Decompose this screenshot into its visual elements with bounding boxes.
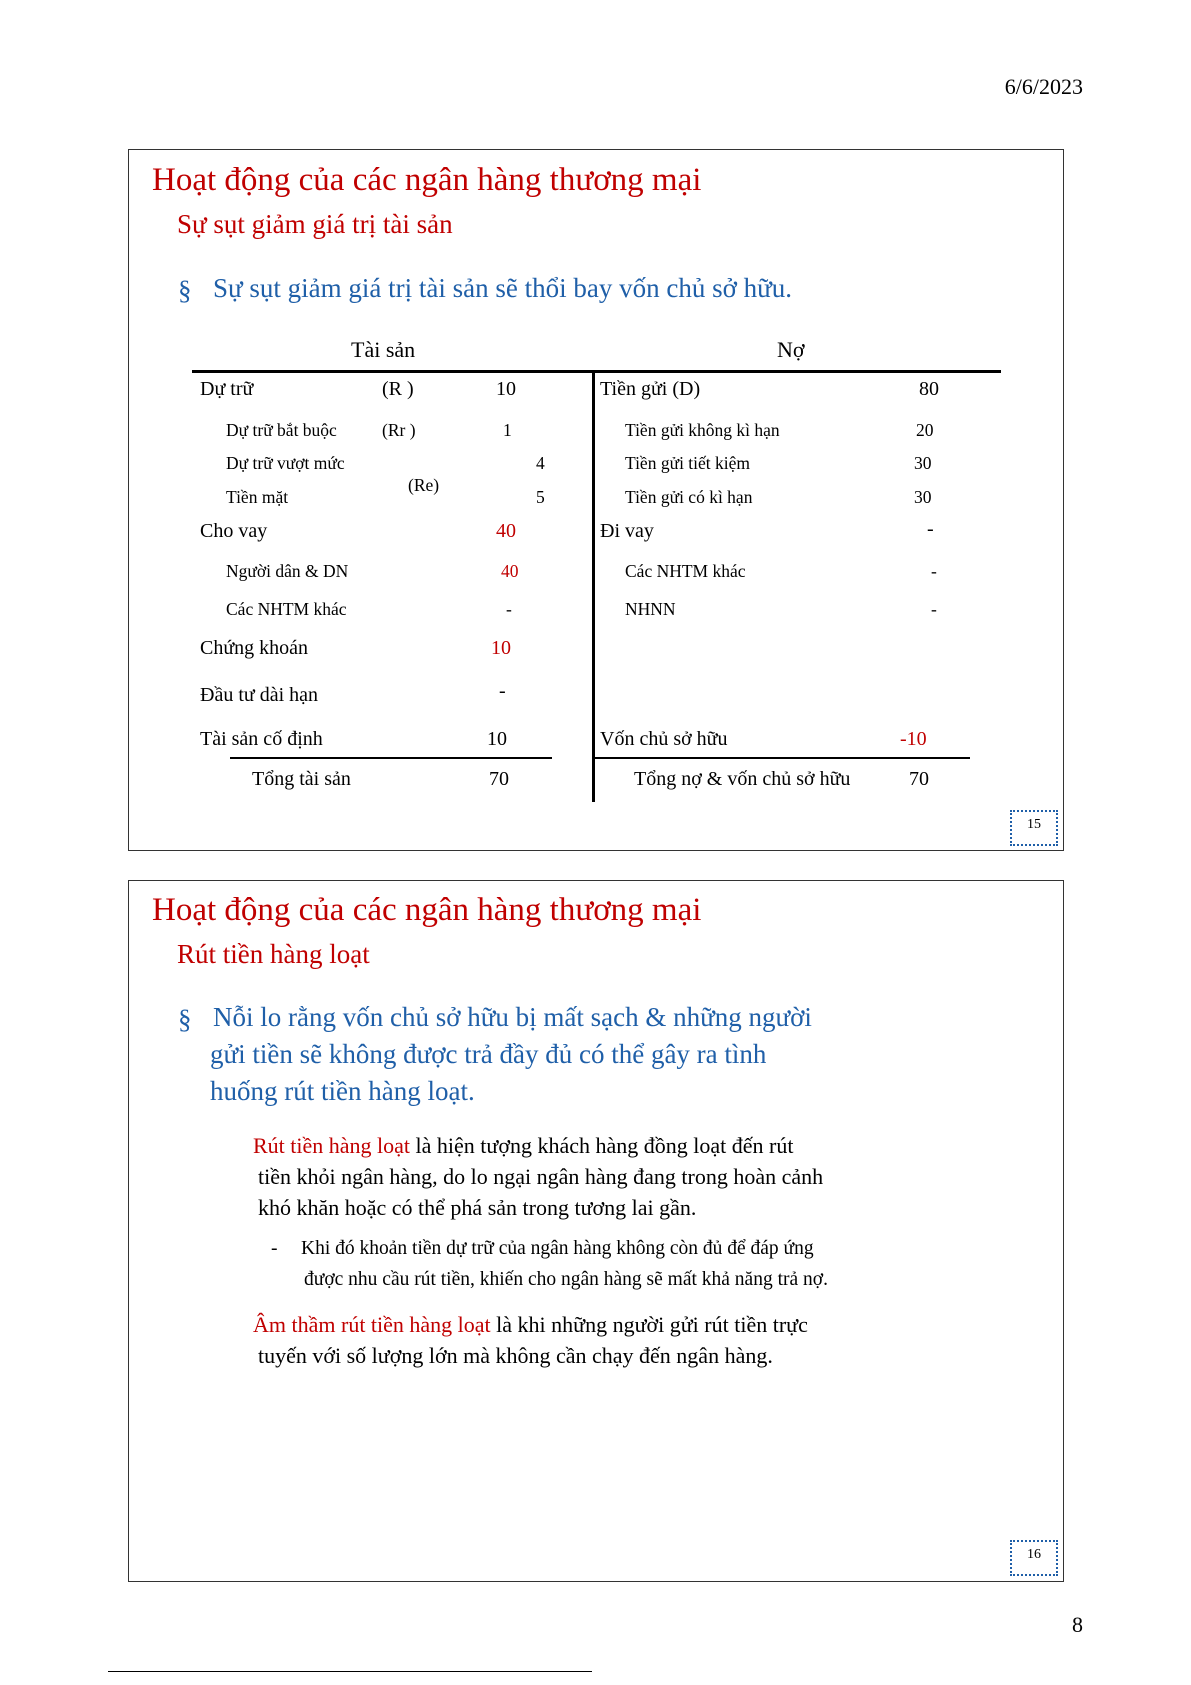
- slide-number-box: 15: [1010, 810, 1058, 846]
- sub-bullet-1-line-2: tiền khỏi ngân hàng, do lo ngại ngân hàng đang trong hoàn cảnh: [258, 1164, 824, 1189]
- bullet-symbol: §: [178, 275, 192, 305]
- loans-banks-label: Các NHTM khác: [226, 599, 347, 619]
- term-deposits-label: Tiền gửi có kì hạn: [625, 487, 753, 507]
- sub-bullet-2-line-2: tuyến với số lượng lớn mà không cần chạy đến ngân hàng.: [258, 1343, 773, 1368]
- slide-16: [128, 880, 1064, 1582]
- bullet-line-1: Nỗi lo rằng vốn chủ sở hữu bị mất sạch & những người: [213, 1002, 812, 1032]
- savings-deposits-value: 30: [914, 453, 932, 473]
- t-account-divider: [592, 370, 595, 802]
- excess-reserves-code: (Re): [408, 475, 440, 495]
- run-term: Rút tiền hàng loạt: [253, 1133, 411, 1158]
- savings-deposits-label: Tiền gửi tiết kiệm: [625, 453, 751, 473]
- cash-label: Tiền mặt: [226, 487, 289, 507]
- footnote-rule: [108, 1671, 592, 1672]
- bullet-line-2: gửi tiền sẽ không được trả đầy đủ có thể gây ra tình: [210, 1039, 767, 1069]
- dash-line-2: được nhu cầu rút tiền, khiến cho ngân hàng sẽ mất khả năng trả nợ.: [304, 1269, 828, 1290]
- page-date: 6/6/2023: [1004, 74, 1083, 99]
- excess-reserves-label: Dự trữ vượt mức: [226, 453, 345, 473]
- bullet-symbol: §: [178, 1004, 192, 1034]
- reserves-label: Dự trữ: [200, 378, 254, 400]
- reserves-value: 10: [496, 378, 516, 400]
- total-assets-label: Tổng tài sản: [252, 768, 351, 790]
- required-reserves-value: 1: [503, 420, 512, 440]
- deposits-value: 80: [919, 378, 939, 400]
- dash-line-1: Khi đó khoản tiền dự trữ của ngân hàng không còn đủ để đáp ứng: [301, 1238, 814, 1259]
- loans-value: 40: [496, 520, 516, 542]
- slide-subtitle: Rút tiền hàng loạt: [177, 939, 370, 969]
- equity-value: -10: [900, 728, 927, 750]
- t-account-top-rule: [192, 370, 1001, 373]
- other-banks-value: -: [931, 561, 937, 581]
- central-bank-label: NHNN: [625, 599, 676, 619]
- term-deposits-value: 30: [914, 487, 932, 507]
- fixed-assets-value: 10: [487, 728, 507, 750]
- borrowing-label: Đi vay: [600, 520, 654, 542]
- sub-bullet-2-line-1: [253, 1309, 808, 1340]
- sub-bullet-1-line-1: [253, 1130, 793, 1161]
- bullet-line-3: huống rút tiền hàng loạt.: [210, 1076, 475, 1106]
- required-reserves-label: Dự trữ bắt buộc: [226, 420, 337, 440]
- silent-run-term: Âm thầm rút tiền hàng loạt: [253, 1312, 491, 1337]
- loans-people-value: 40: [501, 561, 519, 581]
- borrowing-value: -: [927, 518, 934, 540]
- total-liabilities-value: 70: [909, 768, 929, 790]
- slide-title: Hoạt động của các ngân hàng thương mại: [152, 162, 702, 198]
- slide-number-box: 16: [1010, 1540, 1058, 1576]
- silent-run-definition: là khi những người gửi rút tiền trực: [490, 1312, 808, 1337]
- deposits-label: Tiền gửi (D): [600, 378, 701, 400]
- demand-deposits-label: Tiền gửi không kì hạn: [625, 420, 780, 440]
- securities-label: Chứng khoán: [200, 637, 309, 659]
- slide-title: Hoạt động của các ngân hàng thương mại: [152, 892, 702, 928]
- total-liabilities-label: Tổng nợ & vốn chủ sở hữu: [634, 768, 851, 790]
- long-term-value: -: [499, 680, 506, 702]
- loans-banks-value: -: [506, 599, 512, 619]
- run-definition: là hiện tượng khách hàng đồng loạt đến rút: [410, 1133, 794, 1158]
- loans-label: Cho vay: [200, 520, 268, 542]
- fixed-assets-label: Tài sản cố định: [200, 728, 323, 750]
- central-bank-value: -: [931, 599, 937, 619]
- excess-reserves-value: 4: [536, 453, 545, 473]
- securities-value: 10: [491, 637, 511, 659]
- assets-total-rule: [230, 757, 552, 759]
- total-assets-value: 70: [489, 768, 509, 790]
- slide-subtitle: Sự sụt giảm giá trị tài sản: [177, 209, 453, 239]
- dash-marker: -: [271, 1238, 278, 1259]
- slide-15: [128, 149, 1064, 851]
- demand-deposits-value: 20: [916, 420, 934, 440]
- cash-value: 5: [536, 487, 545, 507]
- assets-header: Tài sản: [351, 337, 416, 362]
- liabilities-total-rule: [595, 757, 970, 759]
- reserves-code: (R ): [382, 378, 414, 400]
- required-reserves-code: (Rr ): [382, 420, 416, 440]
- other-banks-label: Các NHTM khác: [625, 561, 746, 581]
- sub-bullet-1-line-3: khó khăn hoặc có thể phá sản trong tương lai gần.: [258, 1195, 697, 1220]
- long-term-label: Đầu tư dài hạn: [200, 684, 319, 706]
- liabilities-header: Nợ: [777, 337, 805, 362]
- equity-label: Vốn chủ sở hữu: [600, 728, 728, 750]
- bullet-text: Sự sụt giảm giá trị tài sản sẽ thổi bay vốn chủ sở hữu.: [213, 273, 792, 303]
- page-number: 8: [1072, 1612, 1083, 1637]
- loans-people-label: Người dân & DN: [226, 561, 349, 581]
